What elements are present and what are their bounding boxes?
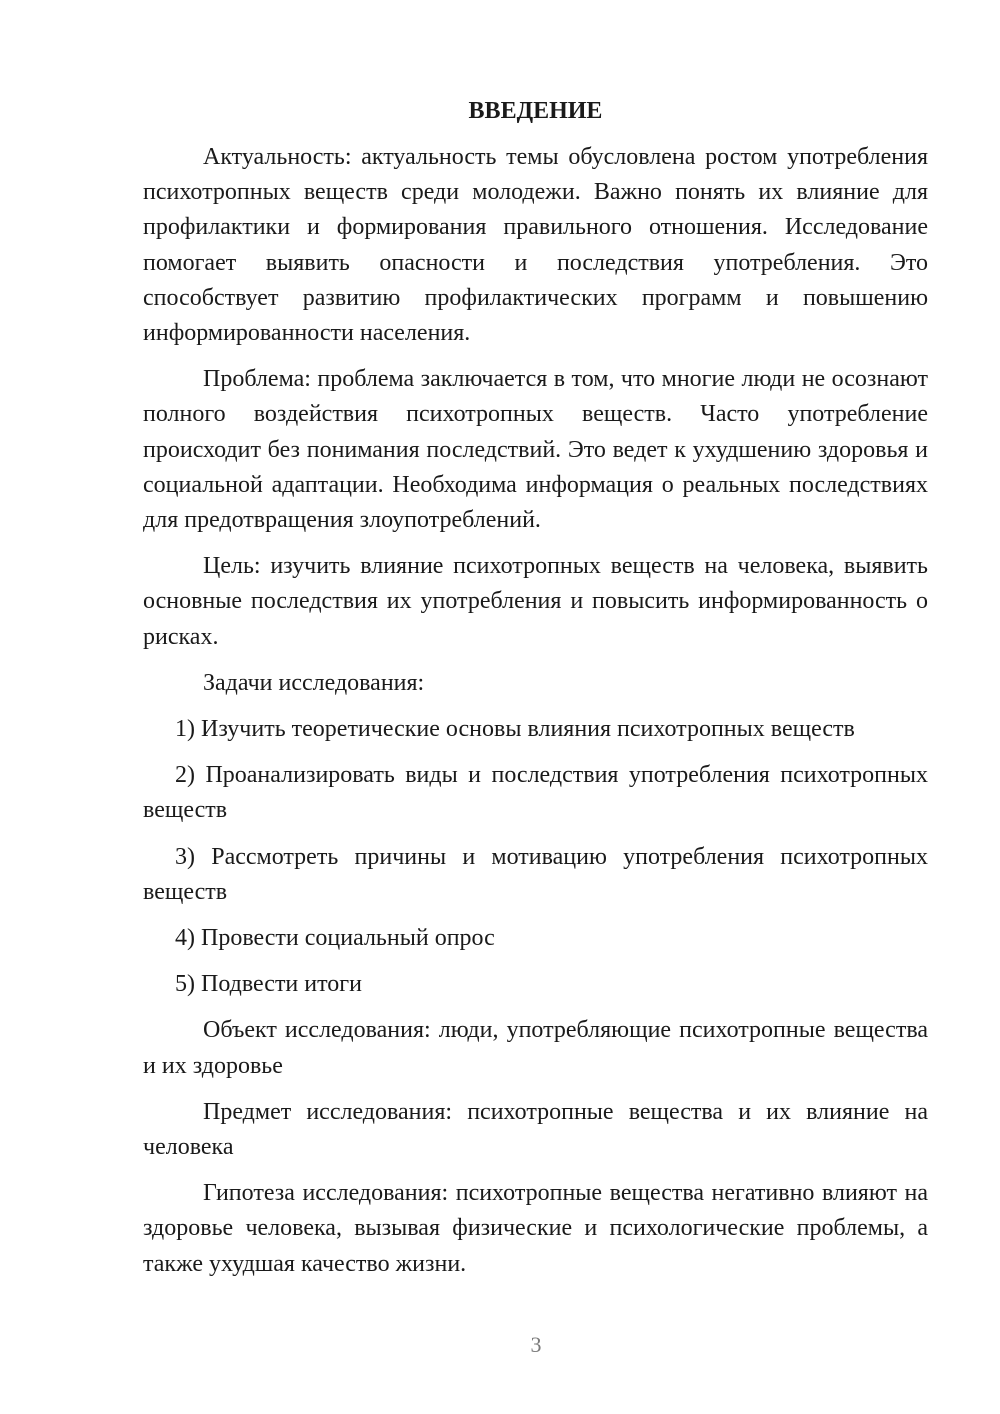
paragraph-relevance: Актуальность: актуальность темы обусловлена ростом употребления психотропных веществ среди молодежи. Важно понять их влияние для профилактики и формирования правильного отношения. Исследование помогает выявить опасности и последствия употребления. Это способствует развитию профилактических программ и повышению информированности населения.	[143, 144, 928, 347]
page-content	[143, 96, 928, 1293]
task-item: 5) Подвести итоги	[175, 971, 362, 998]
paragraph-hypothesis: Гипотеза исследования: психотропные вещества негативно влияют на здоровье человека, вызывая физические и психологические проблемы, а также ухудшая качество жизни.	[143, 1180, 928, 1277]
paragraph-problem: Проблема: проблема заключается в том, что многие люди не осознают полного воздействия психотропных веществ. Часто употребление происходит без понимания последствий. Это ведет к ухудшению здоровья и социальной адаптации. Необходима информация о реальных последствиях для предотвращения злоупотреблений.	[143, 366, 928, 534]
page-number: 3	[530, 1332, 542, 1357]
task-item: 4) Провести социальный опрос	[175, 925, 495, 952]
task-item: 1) Изучить теоретические основы влияния психотропных веществ	[175, 716, 855, 743]
task-item: 3) Рассмотреть причины и мотивацию употребления психотропных веществ	[143, 843, 928, 905]
tasks-heading: Задачи исследования:	[203, 669, 425, 696]
task-item: 2) Проанализировать виды и последствия употребления психотропных веществ	[143, 762, 928, 824]
paragraph-subject: Предмет исследования: психотропные вещества и их влияние на человека	[143, 1098, 928, 1161]
section-title: ВВЕДЕНИЕ	[468, 98, 603, 124]
paragraph-goal: Цель: изучить влияние психотропных веществ на человека, выявить основные последствия их употребления и повысить информированность о рисках.	[143, 553, 928, 650]
paragraph-object: Объект исследования: люди, употребляющие психотропные вещества и их здоровье	[143, 1017, 928, 1079]
